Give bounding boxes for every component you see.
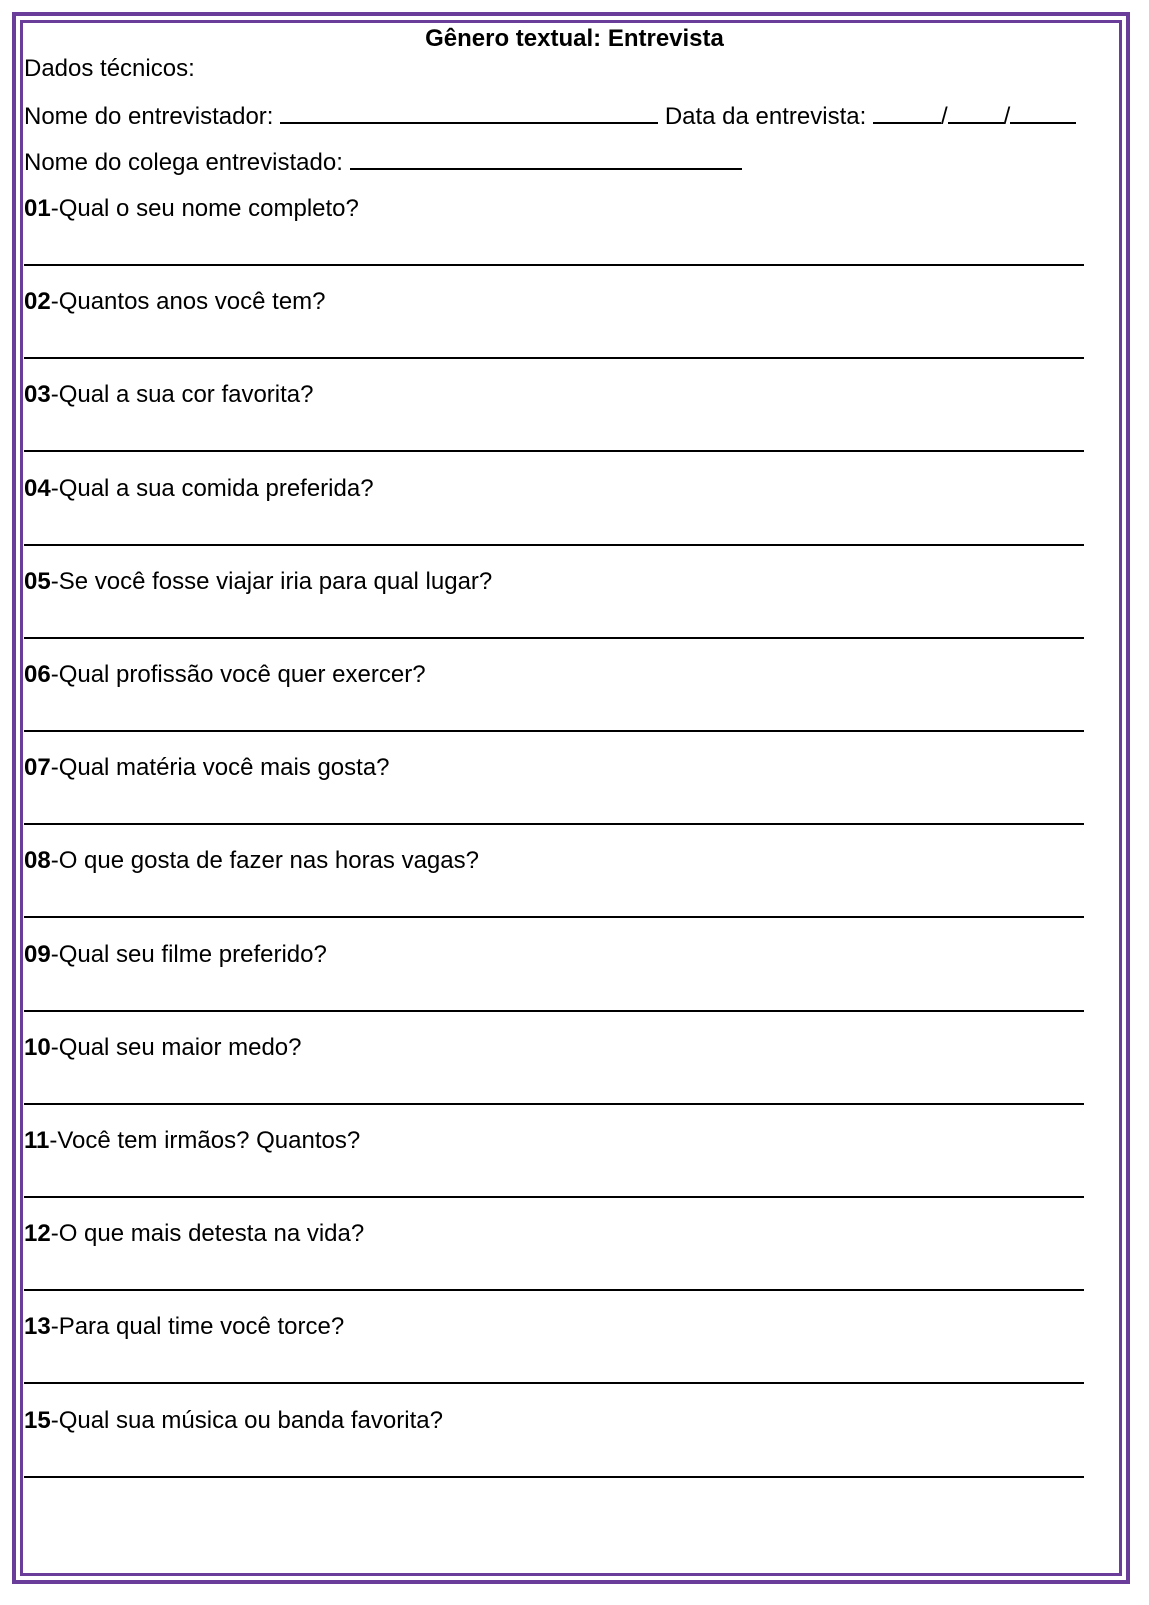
answer-line[interactable]	[24, 730, 1084, 732]
question-text	[24, 753, 390, 783]
question-number: 09	[24, 940, 51, 968]
answer-line[interactable]	[24, 1010, 1084, 1012]
answer-line[interactable]	[24, 264, 1084, 266]
question-item	[24, 1033, 1104, 1126]
interviewee-row	[24, 146, 742, 178]
question-text	[24, 1312, 344, 1342]
interview-date-label: Data da entrevista:	[664, 103, 867, 130]
question-number: 02	[24, 288, 51, 316]
interviewer-row	[24, 100, 1076, 132]
question-text	[24, 380, 314, 410]
question-label: -Quantos anos você tem?	[50, 288, 326, 316]
question-number: 13	[24, 1313, 51, 1341]
technical-data-label: Dados técnicos:	[24, 55, 195, 82]
question-item	[24, 660, 1104, 753]
interview-date-year-field[interactable]	[1010, 100, 1076, 124]
page-title: Gênero textual: Entrevista	[425, 25, 724, 52]
question-text	[24, 1033, 301, 1063]
question-text	[24, 660, 426, 690]
answer-line[interactable]	[24, 357, 1084, 359]
question-item	[24, 1406, 1104, 1499]
question-item	[24, 474, 1104, 567]
question-label: -O que gosta de fazer nas horas vagas?	[50, 847, 479, 875]
interviewer-label: Nome do entrevistador:	[24, 103, 274, 130]
question-item	[24, 1126, 1104, 1219]
question-text	[24, 567, 492, 597]
question-number: 10	[24, 1033, 51, 1061]
question-label: -Qual sua música ou banda favorita?	[50, 1406, 443, 1434]
interview-date-month-field[interactable]	[948, 100, 1004, 124]
answer-line[interactable]	[24, 1289, 1084, 1291]
question-text	[24, 1406, 443, 1436]
question-item	[24, 940, 1104, 1033]
interview-date-day-field[interactable]	[873, 100, 941, 124]
question-label: -Qual a sua comida preferida?	[50, 474, 374, 502]
question-label: -Qual profissão você quer exercer?	[50, 661, 426, 688]
question-label: -Qual o seu nome completo?	[50, 195, 359, 222]
question-number: 08	[24, 847, 51, 875]
question-item	[24, 287, 1104, 380]
answer-line[interactable]	[24, 823, 1084, 825]
question-label: -Se você fosse viajar iria para qual lugar?	[50, 567, 493, 595]
date-separator: /	[940, 103, 948, 130]
interviewee-name-field[interactable]	[350, 146, 742, 170]
question-number: 15	[24, 1406, 51, 1434]
answer-line[interactable]	[24, 1382, 1084, 1384]
question-text	[24, 846, 479, 876]
question-item	[24, 380, 1104, 473]
date-separator: /	[1003, 103, 1011, 130]
question-text	[24, 1219, 364, 1249]
question-text	[24, 194, 359, 224]
question-label: -Qual a sua cor favorita?	[50, 381, 314, 409]
answer-line[interactable]	[24, 916, 1084, 918]
question-text	[24, 287, 326, 317]
question-label: -O que mais detesta na vida?	[50, 1220, 365, 1248]
question-item	[24, 567, 1104, 660]
question-number: 04	[24, 474, 51, 502]
question-label: -Qual seu maior medo?	[50, 1033, 302, 1061]
question-item	[24, 753, 1104, 846]
question-text	[24, 940, 327, 970]
question-label: -Qual seu filme preferido?	[50, 940, 327, 968]
question-number: 06	[24, 661, 51, 688]
question-number: 01	[24, 195, 51, 222]
answer-line[interactable]	[24, 1196, 1084, 1198]
question-number: 12	[24, 1220, 51, 1248]
question-text	[24, 1126, 360, 1156]
question-text	[24, 474, 374, 504]
question-number: 03	[24, 381, 51, 409]
question-item	[24, 846, 1104, 939]
question-number: 11	[24, 1127, 50, 1154]
interviewee-label: Nome do colega entrevistado:	[24, 149, 343, 176]
question-label: -Para qual time você torce?	[50, 1313, 345, 1341]
answer-line[interactable]	[24, 637, 1084, 639]
question-item	[24, 194, 1104, 287]
question-label: -Qual matéria você mais gosta?	[50, 754, 390, 782]
question-item	[24, 1312, 1104, 1405]
question-item	[24, 1219, 1104, 1312]
interviewer-name-field[interactable]	[280, 100, 658, 124]
answer-line[interactable]	[24, 544, 1084, 546]
answer-line[interactable]	[24, 1103, 1084, 1105]
question-number: 07	[24, 754, 51, 782]
answer-line[interactable]	[24, 450, 1084, 452]
answer-line[interactable]	[24, 1476, 1084, 1478]
question-number: 05	[24, 567, 51, 595]
question-label: -Você tem irmãos? Quantos?	[49, 1127, 361, 1154]
